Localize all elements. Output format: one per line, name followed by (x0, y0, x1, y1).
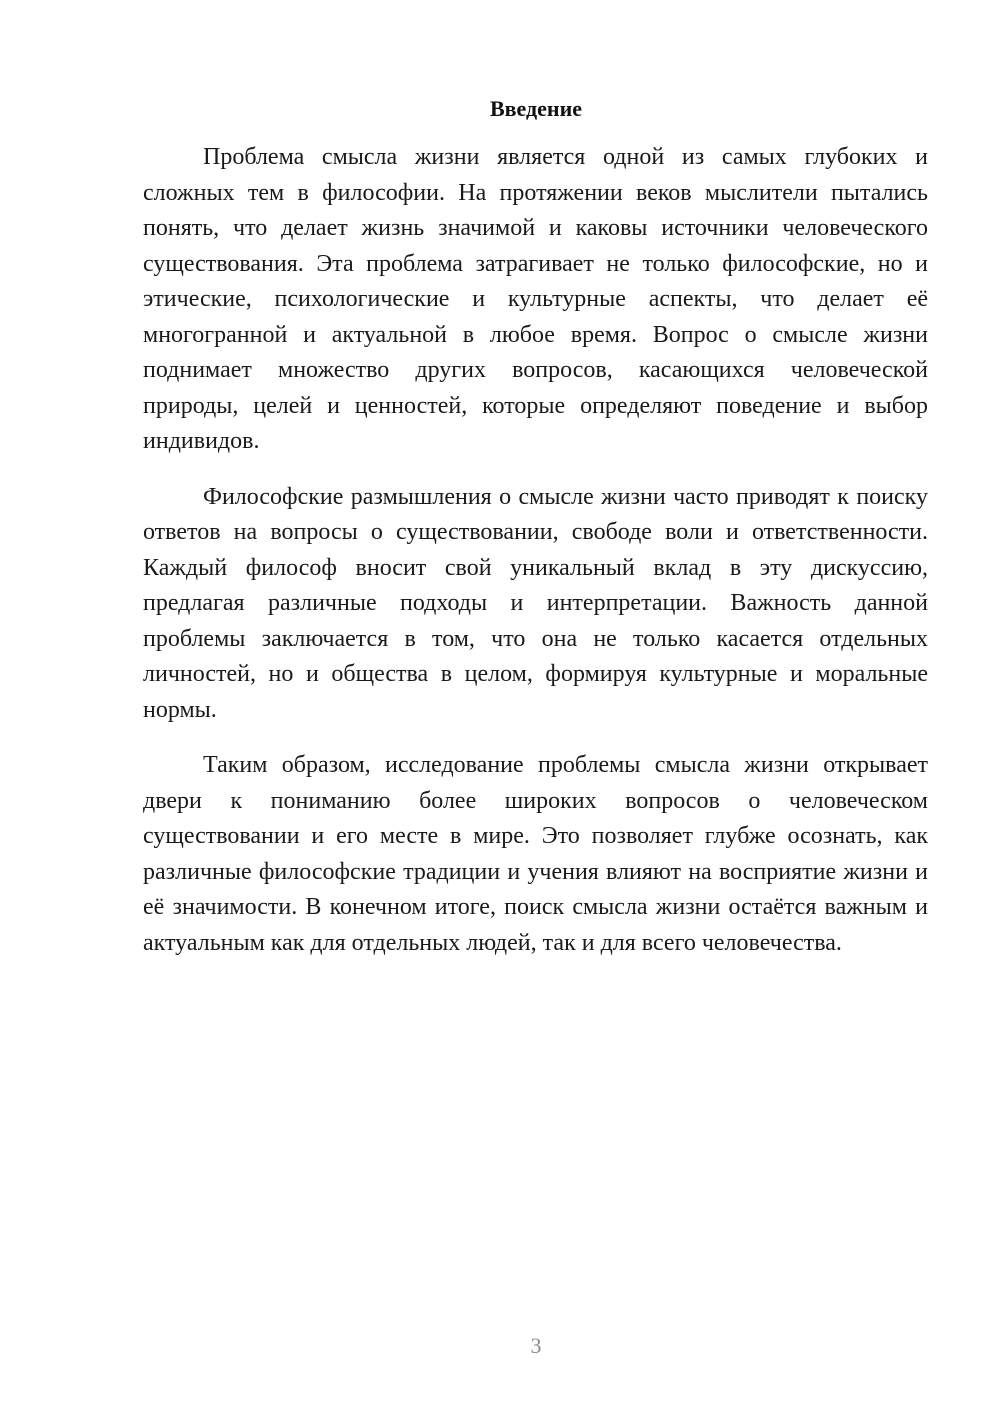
paragraph-2: Философские размышления о смысле жизни часто приводят к поиску ответов на вопросы о существовании, свободе воли и ответственности. Каждый философ вносит свой уникальный вклад в эту дискуссию, предлагая различные подходы и интерпретации. Важность данной проблемы заключается в том, что она не только касается отдельных личностей, но и общества в целом, формируя культурные и моральные нормы. (143, 483, 928, 723)
paragraph-3: Таким образом, исследование проблемы смысла жизни открывает двери к пониманию более широких вопросов о человеческом существовании и его месте в мире. Это позволяет глубже осознать, как различные философские традиции и учения влияют на восприятие жизни и её значимости. В конечном итоге, поиск смысла жизни остаётся важным и актуальным как для отдельных людей, так и для всего человечества. (143, 752, 928, 956)
body-text (143, 140, 928, 961)
paragraph-1: Проблема смысла жизни является одной из самых глубоких и сложных тем в философии. На протяжении веков мыслители пытались понять, что делает жизнь значимой и каковы источники человеческого существования. Эта проблема затрагивает не только философские, но и этические, психологические и культурные аспекты, что делает её многогранной и актуальной в любое время. Вопрос о смысле жизни поднимает множество других вопросов, касающихся человеческой природы, целей и ценностей, которые определяют поведение и выбор индивидов. (143, 144, 928, 454)
section-heading: Введение (489, 96, 583, 121)
page-number: 3 (530, 1333, 542, 1358)
